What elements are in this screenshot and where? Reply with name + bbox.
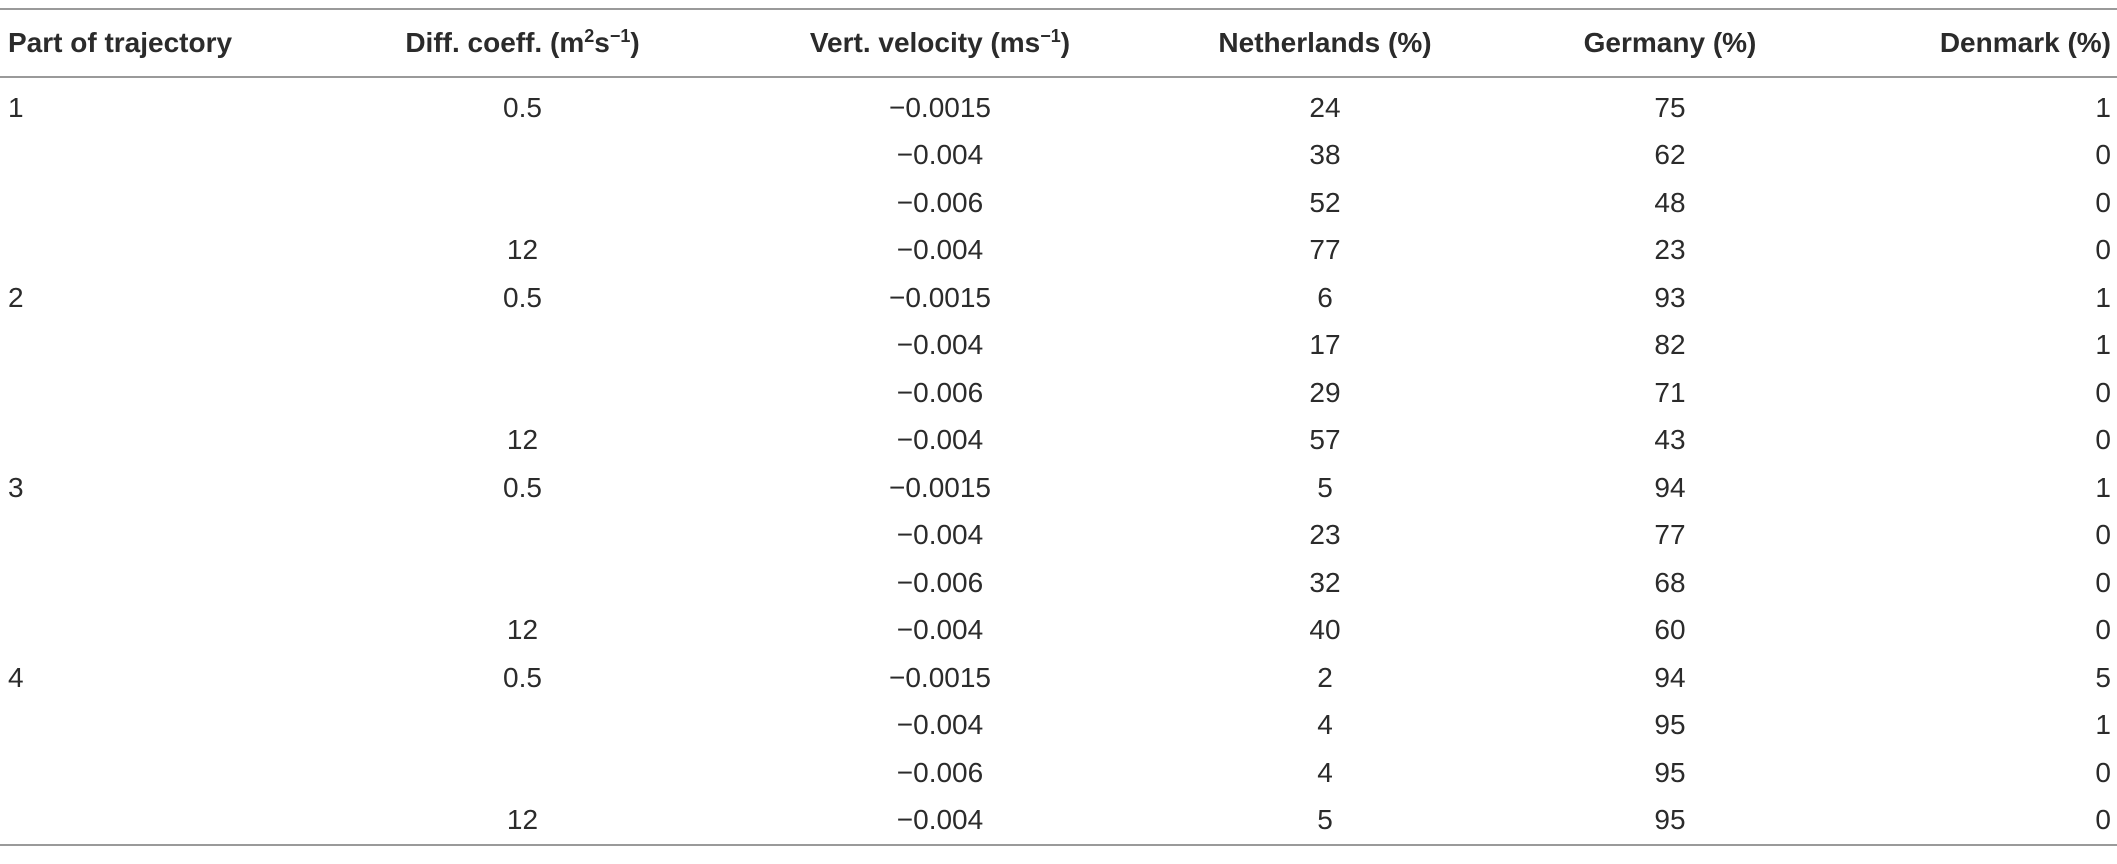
cell-vert-velocity: −0.004 <box>896 139 984 171</box>
cell-vert-velocity: −0.0015 <box>889 661 991 693</box>
cell-denmark: 0 <box>2095 614 2111 646</box>
cell-germany: 93 <box>1654 281 1686 313</box>
header-vel-suffix: ) <box>1060 27 1071 58</box>
cell-denmark: 0 <box>1855 797 2117 846</box>
cell-vert-velocity: −0.006 <box>896 186 984 218</box>
cell-netherlands: 24 <box>1309 91 1341 123</box>
table-row <box>0 369 2117 417</box>
cell-part <box>0 749 330 797</box>
table-row <box>0 702 2117 750</box>
cell-netherlands: 77 <box>1309 234 1341 266</box>
cell-vert-velocity: −0.004 <box>896 519 984 551</box>
results-table <box>0 8 2117 846</box>
cell-germany: 82 <box>1654 329 1686 361</box>
cell-part <box>0 369 330 417</box>
cell-diff-coeff <box>330 322 715 370</box>
cell-netherlands: 32 <box>1309 566 1341 598</box>
header-netherlands: Netherlands (%) <box>1165 9 1485 77</box>
cell-diff-coeff <box>330 749 715 797</box>
cell-part <box>0 227 330 275</box>
cell-denmark: 1 <box>2095 709 2111 741</box>
cell-diff-coeff <box>330 559 715 607</box>
cell-diff-coeff <box>330 702 715 750</box>
cell-diff-coeff <box>330 132 715 180</box>
table-row <box>0 607 2117 655</box>
cell-diff-coeff <box>330 369 715 417</box>
cell-part: 3 <box>8 471 24 503</box>
table-row <box>0 274 2117 322</box>
table-row <box>0 227 2117 275</box>
cell-part: 4 <box>8 661 24 693</box>
cell-diff-coeff <box>330 179 715 227</box>
table-row <box>0 417 2117 465</box>
table-row <box>0 559 2117 607</box>
cell-denmark: 0 <box>2095 519 2111 551</box>
cell-vert-velocity: −0.0015 <box>889 471 991 503</box>
cell-diff-coeff <box>330 512 715 560</box>
cell-denmark: 0 <box>2095 566 2111 598</box>
cell-part <box>0 797 330 846</box>
cell-netherlands: 6 <box>1317 281 1333 313</box>
table-row <box>0 132 2117 180</box>
cell-part <box>0 702 330 750</box>
table-row <box>0 464 2117 512</box>
table-row <box>0 654 2117 702</box>
cell-denmark: 1 <box>2095 91 2111 123</box>
cell-part <box>0 607 330 655</box>
header-vel-sup: −1 <box>1040 26 1061 46</box>
cell-part: 1 <box>8 91 24 123</box>
table-row <box>0 512 2117 560</box>
cell-germany: 94 <box>1654 471 1686 503</box>
cell-denmark: 1 <box>2095 281 2111 313</box>
cell-diff-coeff: 12 <box>506 424 539 456</box>
table-row <box>0 179 2117 227</box>
cell-vert-velocity: −0.004 <box>715 797 1165 846</box>
cell-vert-velocity: −0.004 <box>896 709 984 741</box>
header-part-of-trajectory: Part of trajectory <box>0 9 330 77</box>
cell-germany: 75 <box>1654 91 1686 123</box>
header-vert-velocity <box>715 9 1165 77</box>
header-diff-prefix: Diff. coeff. (m <box>405 27 585 58</box>
cell-netherlands: 5 <box>1165 797 1485 846</box>
cell-part <box>0 559 330 607</box>
cell-germany: 23 <box>1654 234 1686 266</box>
header-diff-sup1: 2 <box>584 26 595 46</box>
cell-vert-velocity: −0.004 <box>896 424 984 456</box>
cell-netherlands: 29 <box>1309 376 1341 408</box>
table-body <box>0 77 2117 845</box>
table-header <box>0 9 2117 77</box>
cell-germany: 48 <box>1654 186 1686 218</box>
cell-denmark: 0 <box>2095 756 2111 788</box>
cell-germany: 62 <box>1654 139 1686 171</box>
cell-denmark: 5 <box>2095 661 2111 693</box>
cell-diff-coeff: 0.5 <box>503 471 542 503</box>
header-row <box>0 9 2117 77</box>
cell-netherlands: 5 <box>1317 471 1333 503</box>
cell-denmark: 1 <box>2095 329 2111 361</box>
cell-denmark: 0 <box>2095 376 2111 408</box>
cell-vert-velocity: −0.006 <box>896 566 984 598</box>
cell-netherlands: 4 <box>1317 756 1333 788</box>
cell-netherlands: 17 <box>1309 329 1341 361</box>
cell-part <box>0 512 330 560</box>
cell-diff-coeff: 12 <box>506 234 539 266</box>
header-germany: Germany (%) <box>1485 9 1855 77</box>
cell-diff-coeff: 0.5 <box>503 661 542 693</box>
cell-denmark: 0 <box>2095 139 2111 171</box>
table-row <box>0 322 2117 370</box>
cell-netherlands: 2 <box>1317 661 1333 693</box>
cell-denmark: 1 <box>2095 471 2111 503</box>
cell-part <box>0 417 330 465</box>
cell-germany: 77 <box>1654 519 1686 551</box>
cell-diff-coeff: 0.5 <box>503 91 542 123</box>
cell-part <box>0 322 330 370</box>
cell-germany: 68 <box>1654 566 1686 598</box>
cell-part <box>0 179 330 227</box>
cell-denmark: 0 <box>2095 186 2111 218</box>
cell-vert-velocity: −0.004 <box>896 614 984 646</box>
header-diff-sup2: −1 <box>609 26 631 46</box>
cell-germany: 95 <box>1485 797 1855 846</box>
cell-germany: 95 <box>1654 709 1686 741</box>
cell-germany: 60 <box>1654 614 1686 646</box>
header-vel-prefix: Vert. velocity (ms <box>809 27 1041 58</box>
cell-part <box>0 132 330 180</box>
cell-denmark: 0 <box>2095 234 2111 266</box>
header-denmark: Denmark (%) <box>1855 9 2117 77</box>
cell-diff-coeff: 12 <box>330 797 715 846</box>
header-diff-suffix: ) <box>630 27 640 58</box>
header-diff-coeff <box>330 9 715 77</box>
cell-netherlands: 38 <box>1309 139 1341 171</box>
cell-part: 2 <box>8 281 24 313</box>
cell-denmark: 0 <box>2095 424 2111 456</box>
cell-netherlands: 23 <box>1309 519 1341 551</box>
cell-vert-velocity: −0.004 <box>896 329 984 361</box>
cell-germany: 94 <box>1654 661 1686 693</box>
cell-germany: 95 <box>1654 756 1686 788</box>
cell-vert-velocity: −0.004 <box>896 234 984 266</box>
cell-vert-velocity: −0.0015 <box>889 91 991 123</box>
cell-diff-coeff: 0.5 <box>503 281 542 313</box>
cell-netherlands: 52 <box>1309 186 1341 218</box>
cell-germany: 71 <box>1654 376 1686 408</box>
table-row <box>0 77 2117 132</box>
cell-diff-coeff: 12 <box>506 614 539 646</box>
cell-vert-velocity: −0.006 <box>896 376 984 408</box>
cell-netherlands: 57 <box>1309 424 1341 456</box>
table-row <box>0 797 2117 846</box>
cell-netherlands: 40 <box>1309 614 1341 646</box>
header-diff-mid: s <box>594 27 610 58</box>
cell-vert-velocity: −0.006 <box>896 756 984 788</box>
cell-vert-velocity: −0.0015 <box>889 281 991 313</box>
cell-netherlands: 4 <box>1317 709 1333 741</box>
cell-germany: 43 <box>1654 424 1686 456</box>
table-row <box>0 749 2117 797</box>
